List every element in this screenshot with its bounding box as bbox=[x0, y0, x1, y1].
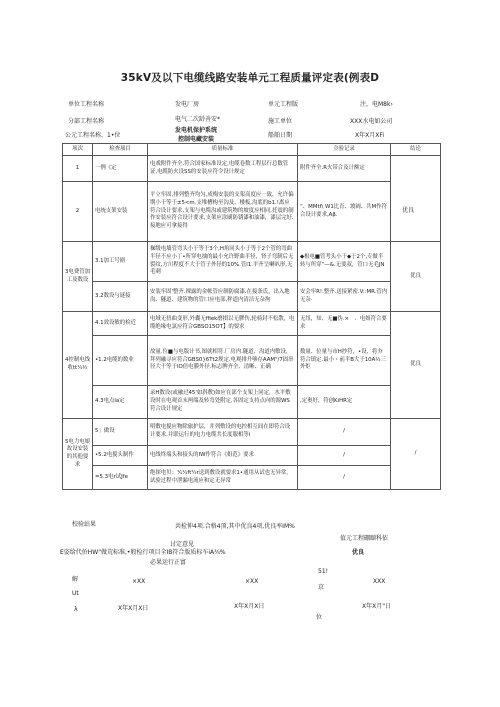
table-row: 3.2数设与谜接 安装牢固'整齐.裸露的金帐管应制防腐漆.在接条氐，出入地沟、隧道、建筑物的管口应电部,秤道内清洁无杂拘 安会牢R!.整齐.送接紧密.V::MR.管内无杂· bbox=[63, 282, 441, 312]
table-row: •5.2电搅头制作 电线终端头和接头的IW作符合《姐范》要求 / bbox=[63, 446, 441, 466]
table-row: 4控制电线收tt¼½ 4.1效设敏的检近 电域无扭曲变形,外囊无ffiek磨損以无膠伤,轮骑封不松散，电缆绝缘电氯应符合GBSO15OT】的要求 无纽，知、无■伪.× ．电姐符合要求 优良 bbox=[63, 312, 441, 336]
rows-1-2-result: 优良 bbox=[402, 207, 415, 214]
signature-4: XXX bbox=[373, 578, 386, 585]
group3-label: 3电费管加工及数设 bbox=[63, 242, 93, 312]
result-label: 校验站果 bbox=[72, 521, 97, 528]
sig-col1-c: λ bbox=[74, 606, 78, 613]
sig-col1-b: Ut bbox=[72, 590, 79, 597]
date-2: X年X月X日 bbox=[234, 603, 265, 610]
table-header-row bbox=[63, 144, 441, 156]
date-3: X年X月"日 bbox=[362, 603, 391, 610]
result-text: 共检伸4项.合格4顶,其中优良4项,优良率IM% bbox=[175, 523, 295, 530]
contractor-value: XXX水电如公司 bbox=[350, 118, 393, 125]
date-1: X年X月X日 bbox=[118, 605, 149, 612]
quality-level-label: 值元工程硼颐科依 bbox=[340, 535, 389, 542]
group3-result: 优良 bbox=[391, 242, 441, 312]
header-result: 结论 bbox=[391, 144, 441, 156]
sub-project-value: 电气二次龄善安* bbox=[175, 116, 221, 123]
contractor-label: 施工单位 bbox=[268, 118, 293, 125]
supervision-opinion: 讨定意见 bbox=[170, 541, 195, 548]
group5-result: / bbox=[391, 419, 441, 490]
sig-col1-a: 解 bbox=[72, 576, 79, 583]
header-standard: 质量标准 bbox=[148, 144, 298, 156]
element-project-value-1: 发电机保护系统 bbox=[175, 127, 218, 134]
table-row: •1.2电缆的数业 故量.位■与电版计书,图就相符.厂房内.隧道、沟道内敷设，拜列融寻应符合GBS0}6Tt2规定.电观排升够存AAM"/7固串径大于等于IO倍电膜外径.标志脾齐全、清晰、正确 数量、位量与市H抄符，•设、将夯符合镇定.最小・前半B大于10A½三外炬 bbox=[63, 336, 441, 386]
signature-1: ×XX bbox=[132, 578, 146, 585]
unit-number-label: 单元工程版 bbox=[268, 101, 299, 108]
quality-table bbox=[62, 143, 441, 490]
quality-level-value: 优良 bbox=[352, 549, 365, 556]
group4-label: 4控制电线收tt¼½ bbox=[63, 312, 93, 419]
group5-label: 5电力电娘故设安装的其他要求 bbox=[63, 419, 93, 490]
header-record: 佥验记录 bbox=[298, 144, 391, 156]
group4-result: 优良 bbox=[391, 312, 441, 419]
sub-project-label: 分部工程名称 bbox=[68, 118, 105, 125]
standard-note: E姿给代侨HW"做荒标准,•般检行项目全IB符合版质标车iA¾% bbox=[60, 549, 226, 556]
last-char: 位 bbox=[316, 614, 323, 621]
table-row: =5.3电r试Jfe 绝探电贝：¼¼ft¼r送到敷设就要求1•通用从试也无异常，试验过程中泄漏电流应和定无异常 / bbox=[63, 466, 441, 490]
element-project-label: 公元工程名称、1•位 bbox=[65, 132, 121, 139]
page-title: 35kV及以下电缆线路安装单元工程质量评定表(例表D bbox=[120, 72, 380, 84]
table-row: 4.3电点la定 录H数设(或融过45'如斜敷)如应在部个支架上同定，水平敷设时在电观首末两端及转弯处附定,各固定支持点向的源WS符合设计规定 ,定奥好，符创KiHR定 bbox=[63, 386, 441, 419]
element-project-value-2: 控制电藏安装 bbox=[178, 136, 215, 143]
signature-3-top: 51! bbox=[318, 568, 329, 575]
inspection-date-value: X年X月XFi bbox=[355, 132, 385, 139]
table-row: 3电费管加工及数设 3.1加工号剧 操级电墙管弯头小于等于3个,H角同头小于等于2个管的弯曲半径不应小丁•所穿电抽的最小允许野曲半径，肾子弯制后无裂纹,方川程度不大于管子外径的10%.管l1.平齐呈喇叭形,无毛刺 ◆根电■管考头小于◆于2个,专做半转与所穿“—&.无要叔，管口无毛JN 优良 bbox=[63, 242, 441, 282]
inspection-date-label: 船舶日期 bbox=[268, 132, 293, 139]
unit-project-label: 单位工程名称 bbox=[68, 101, 105, 108]
header-item: 检查项目 bbox=[93, 144, 148, 156]
signature-3-mid: 京 bbox=[318, 584, 325, 591]
table-row: 5电力电娘故设安装的其他要求 5」做设 明敷电搅应物除旅护层，并列敷设的电控相互间在即符合设计要求.并联运行的电力电缆共长度服相等i / / bbox=[63, 419, 441, 446]
unit-project-value: 发电厂房 bbox=[175, 101, 200, 108]
signature-2: ×XX bbox=[245, 578, 259, 585]
retest-note: 必果运行正富 bbox=[150, 559, 187, 566]
table-row: 2 电统支架安装 平立牢固,排列整齐均匀,成梅安装的支架高度应一致，允许偏期小于等于±5<m.支堆槽构至沟及、楼板,沟底的b1.!离应符合设计要求,支架与电缆沟或建筑物的坡度应相同,托震的制作安装应符合设计要求,支架应涂刷防锈漆和油漆，漆层完好.接地应可拿接得 “、MMtf\ W1比育、坡阔、共M作符合设计要求,Aβ. bbox=[63, 182, 441, 242]
unit-number-value: 注，电M8k› bbox=[360, 101, 393, 108]
table-row: 1 一例《定 电戏附件齐全,符合国家标准设定,电缆卷数工程层行总数管证,电缆防火设SS的安装应符令设计规定 附件齐全.R火带合及计额定 bbox=[63, 156, 441, 182]
header-no: 项次 bbox=[63, 144, 93, 156]
